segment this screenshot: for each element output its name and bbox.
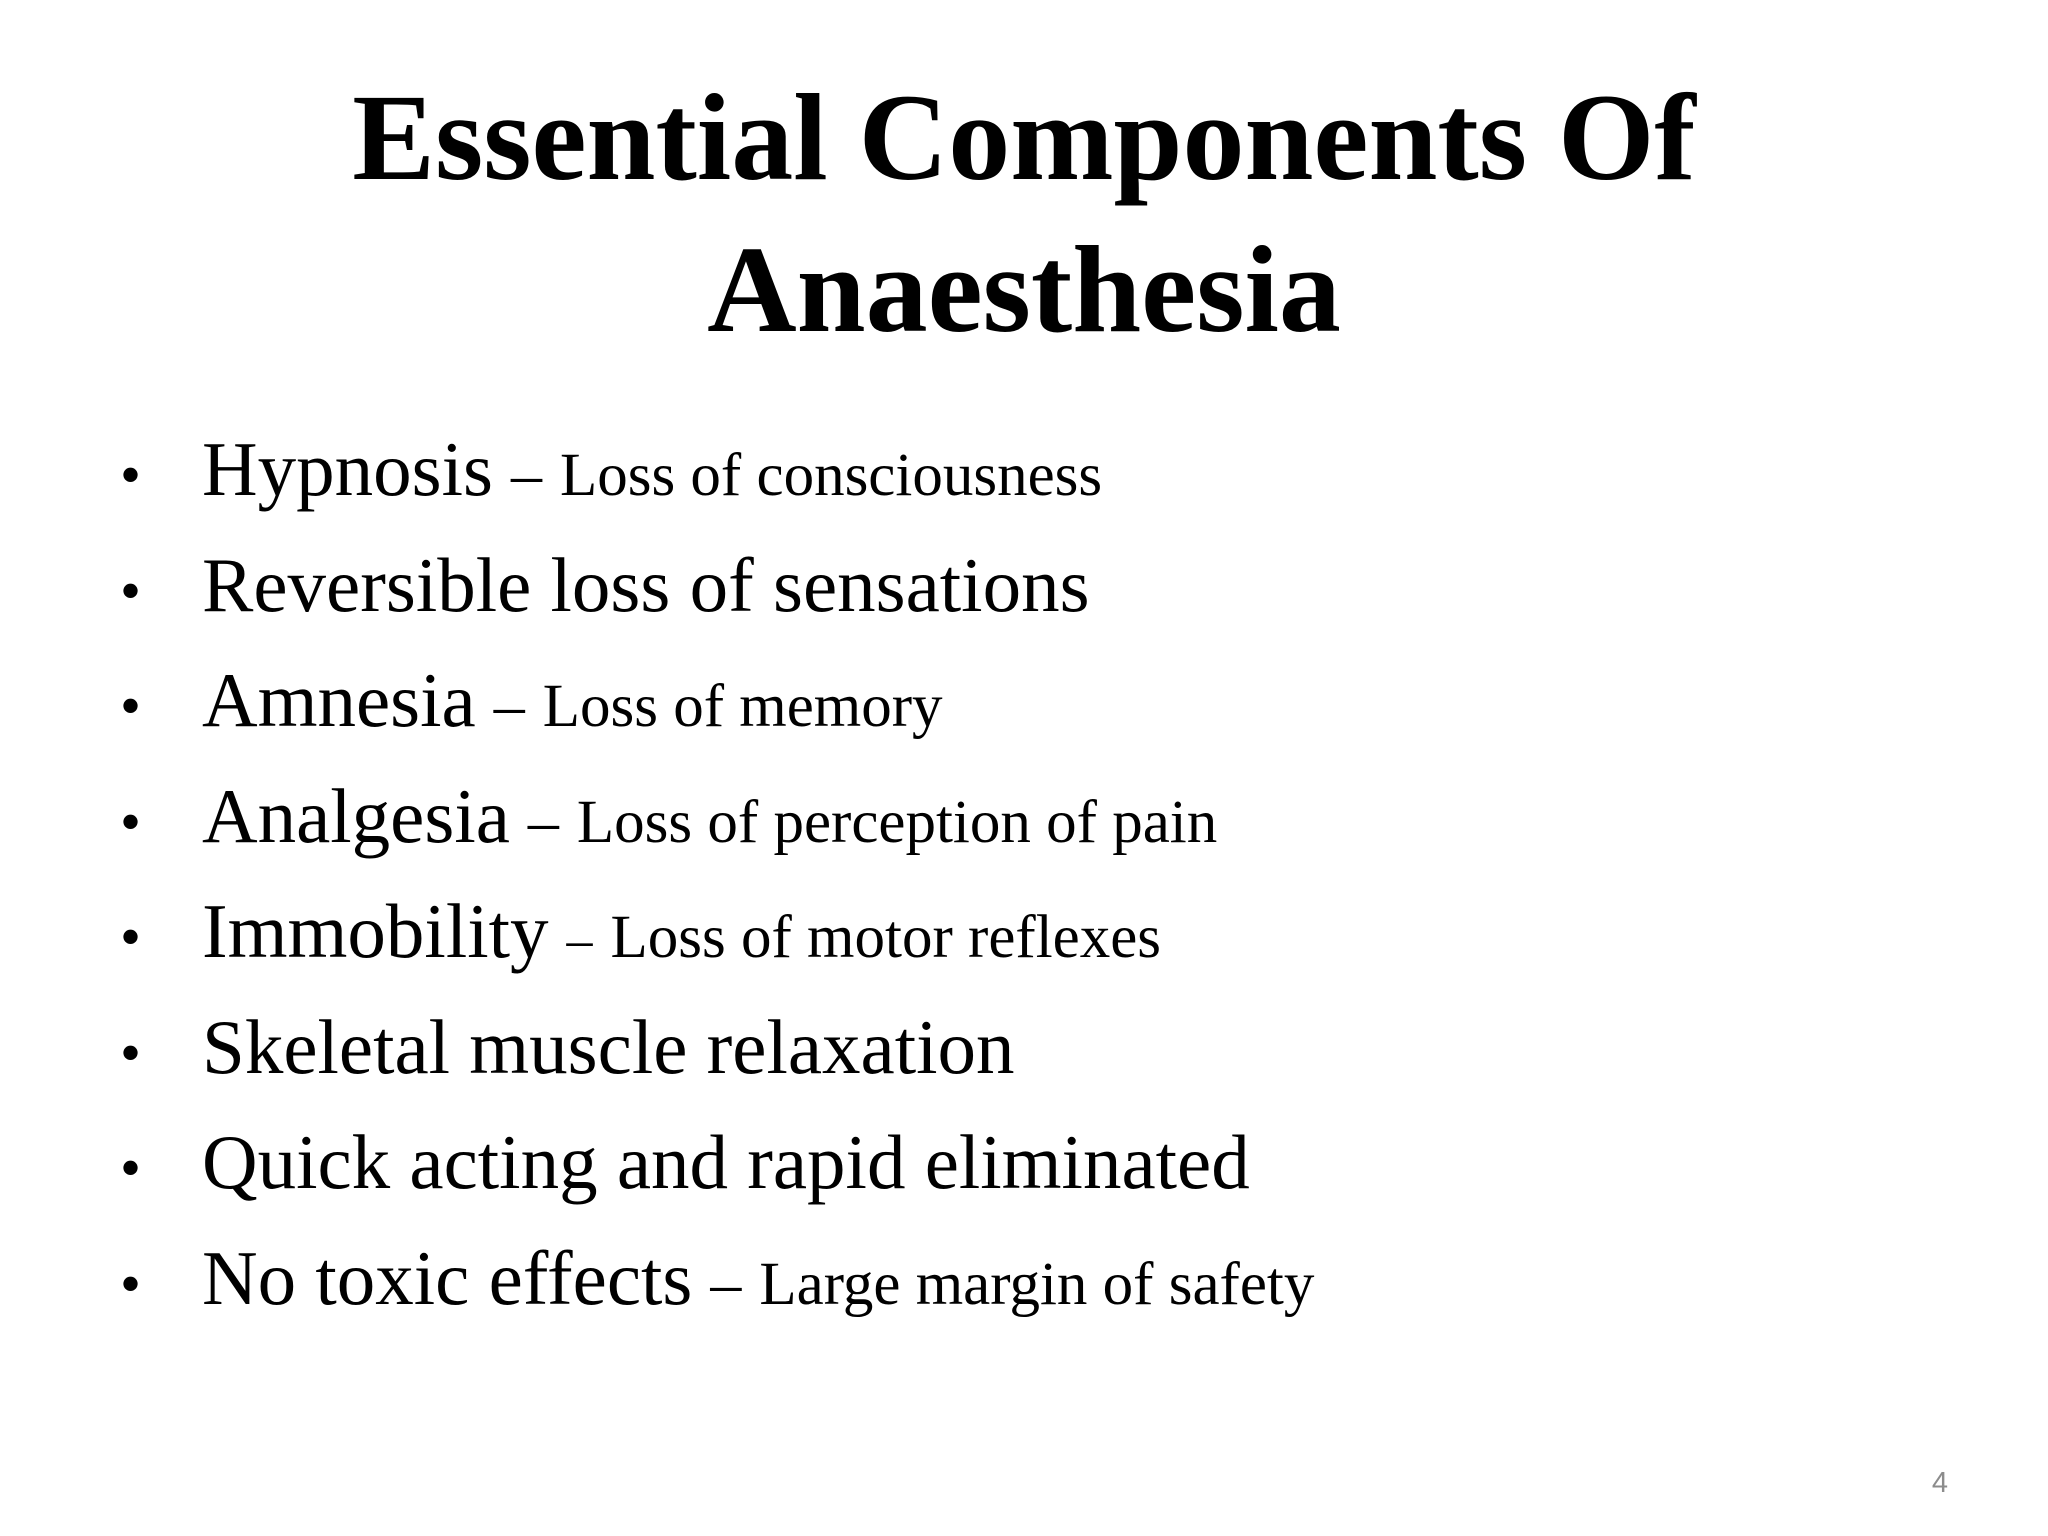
bullet-item-immobility bbox=[120, 887, 1920, 1003]
bullet-item-no-toxic-effects bbox=[120, 1234, 1920, 1350]
page-number: 4 bbox=[1931, 1467, 1948, 1499]
bullet-description: Loss of memory bbox=[542, 673, 943, 740]
bullet-icon: • bbox=[120, 1135, 142, 1201]
bullet-term: Analgesia bbox=[202, 772, 510, 859]
bullet-term: Hypnosis bbox=[202, 426, 493, 512]
slide-title-line-2: Anaesthesia bbox=[707, 221, 1341, 358]
bullet-separator: – bbox=[510, 441, 542, 509]
bullet-item-reversible-loss bbox=[120, 541, 1920, 657]
bullet-separator: – bbox=[493, 672, 525, 740]
bullet-icon: • bbox=[120, 904, 142, 970]
bullet-item-analgesia bbox=[120, 772, 1920, 888]
bullet-term: Skeletal muscle relaxation bbox=[202, 1003, 1015, 1090]
bullet-term: Amnesia bbox=[202, 657, 476, 743]
bullet-term: Immobility bbox=[202, 888, 549, 974]
bullet-icon: • bbox=[120, 557, 142, 624]
slide-title-line-1: Essential Components Of bbox=[352, 69, 1696, 206]
bullet-icon: • bbox=[120, 1019, 142, 1086]
bullet-description: Loss of perception of pain bbox=[576, 788, 1218, 856]
bullet-separator: – bbox=[710, 1249, 742, 1318]
bullet-item-amnesia bbox=[120, 656, 1920, 772]
bullet-icon: • bbox=[120, 1250, 142, 1317]
bullet-item-quick-acting bbox=[120, 1118, 1920, 1234]
bullet-item-skeletal-muscle bbox=[120, 1003, 1920, 1119]
bullet-separator: – bbox=[566, 912, 593, 969]
bullet-list bbox=[120, 425, 1920, 1349]
bullet-term: Quick acting and rapid eliminated bbox=[202, 1119, 1250, 1205]
bullet-description: Loss of motor reflexes bbox=[610, 904, 1162, 971]
bullet-item-hypnosis bbox=[120, 425, 1920, 541]
bullet-term: No toxic effects bbox=[202, 1234, 693, 1321]
slide-title bbox=[0, 62, 2048, 366]
bullet-icon: • bbox=[120, 673, 142, 739]
bullet-separator: – bbox=[527, 787, 559, 856]
bullet-icon: • bbox=[120, 442, 142, 508]
bullet-icon: • bbox=[120, 788, 142, 855]
bullet-term: Reversible loss of sensations bbox=[202, 541, 1090, 628]
bullet-description: Large margin of safety bbox=[759, 1250, 1315, 1318]
bullet-description: Loss of consciousness bbox=[559, 442, 1103, 509]
